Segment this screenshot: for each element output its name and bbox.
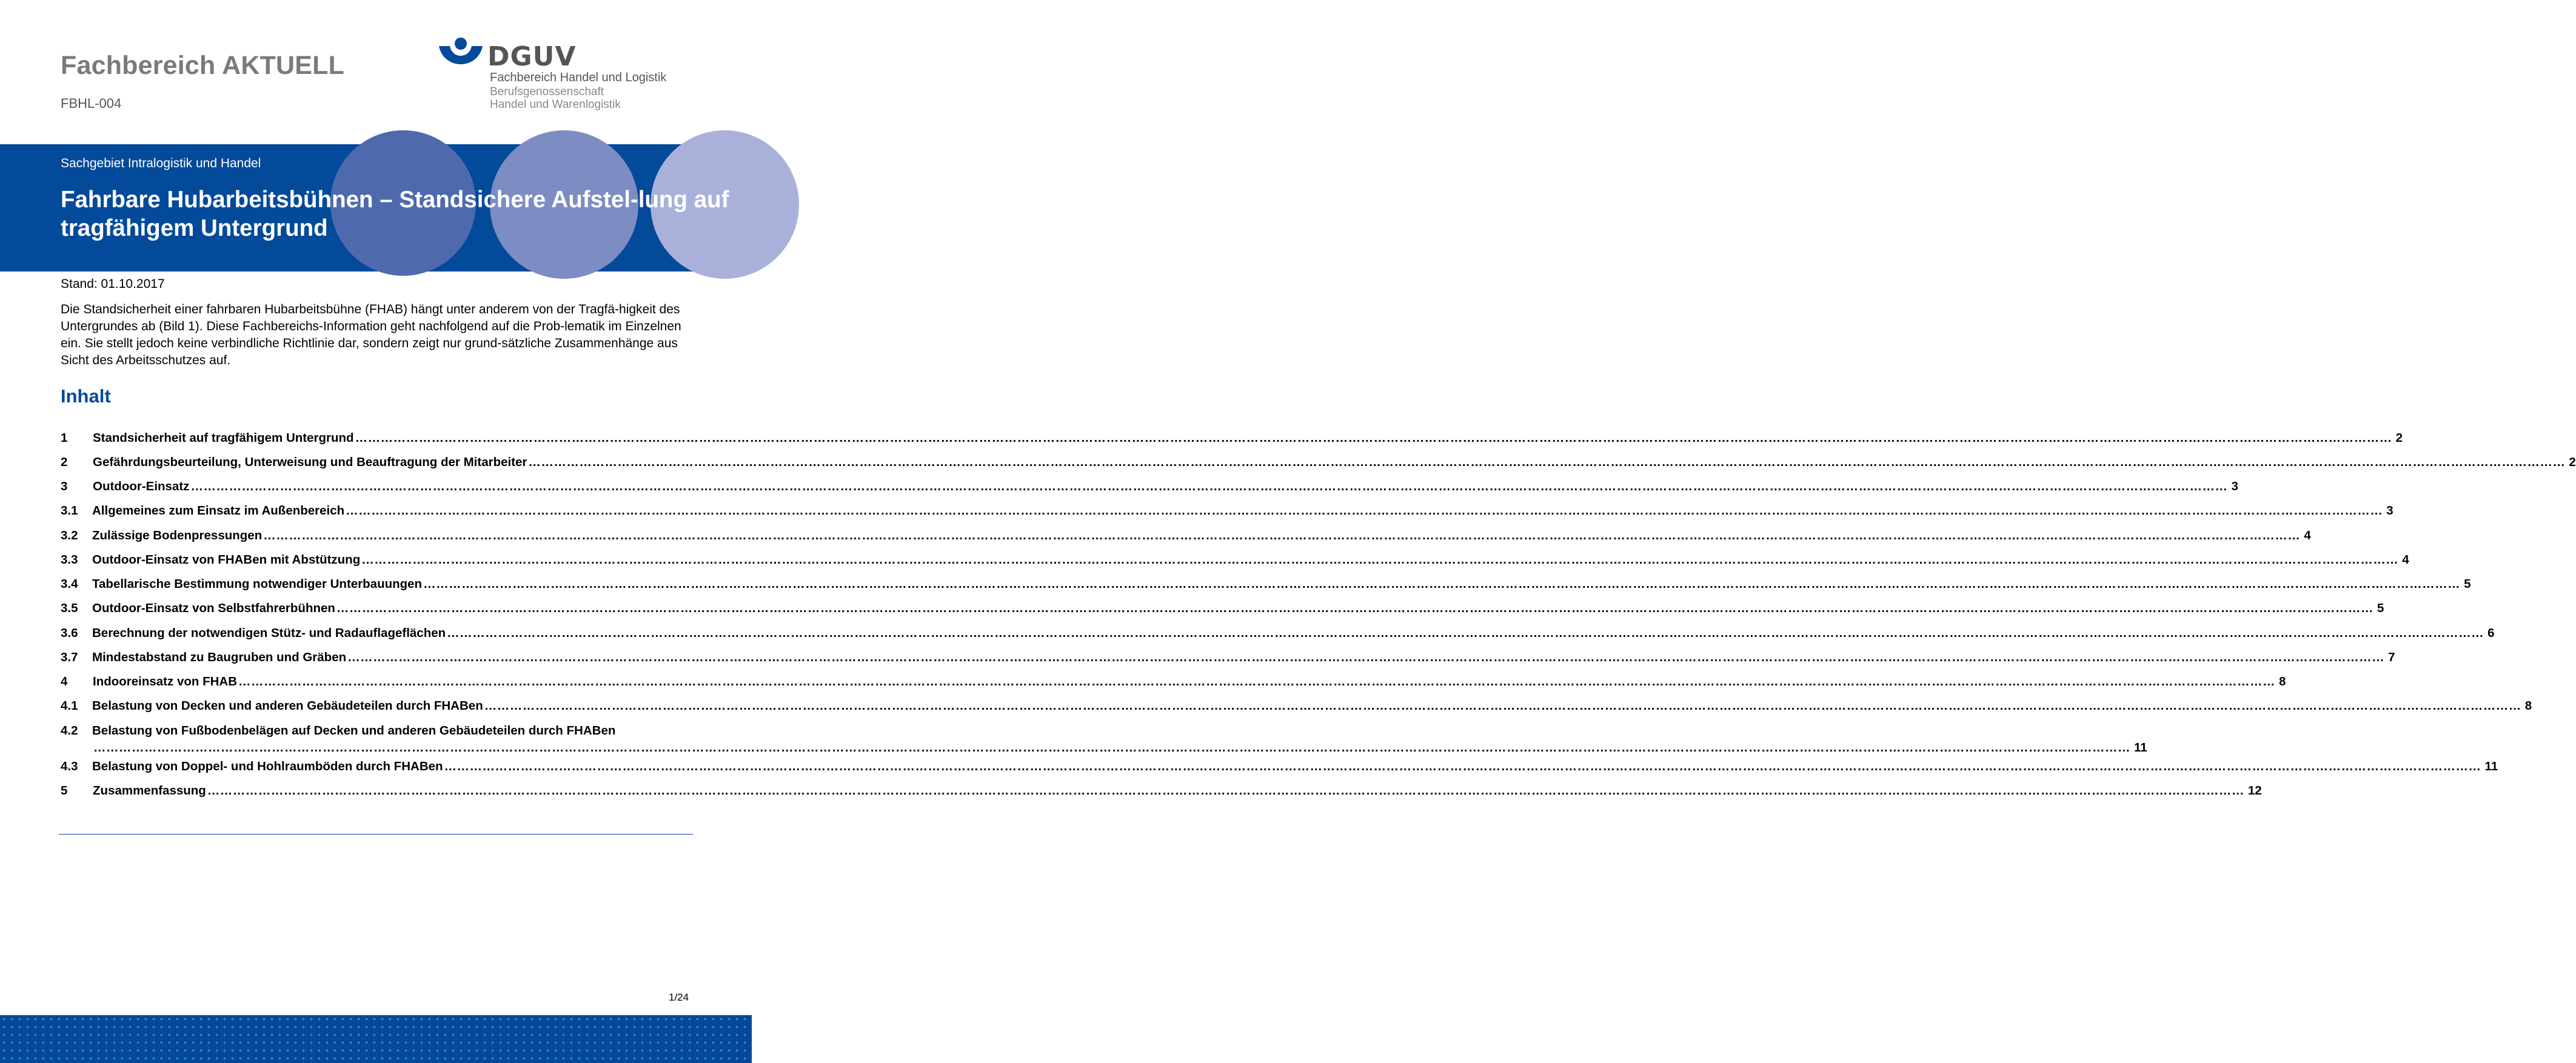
toc-entry-page: 5	[2464, 577, 2471, 591]
toc-entry-number: 3.6	[61, 626, 78, 640]
dguv-emblem-icon	[439, 38, 483, 67]
toc-entry-title: Gefährdungsbeurteilung, Unterweisung und Beauftragung der Mitarbeiter	[93, 455, 527, 469]
document-code: FBHL-004	[61, 96, 122, 111]
toc-leader-dots: …………………………………………………………………………………………………………………………………………………………………………………………………………………………………………………………………………………………………………………………………………………………………………………………………………………………………………	[484, 699, 2521, 713]
toc-leader-dots: …………………………………………………………………………………………………………………………………………………………………………………………………………………………………………………………………………………………………………………………………………………………………………………………………………………………………………	[263, 528, 2301, 542]
document-title: Fahrbare Hubarbeitsbühnen – Standsichere Aufstel-lung auf tragfähigem Untergrund	[61, 187, 729, 241]
toc-entry-number: 3.1	[61, 504, 78, 518]
subject-area: Sachgebiet Intralogistik und Handel	[61, 156, 261, 170]
toc-entry-page: 11	[2484, 759, 2498, 773]
toc-entry-title: Belastung von Doppel- und Hohlraumböden durch FHABen	[92, 759, 443, 773]
toc-leader-dots: …………………………………………………………………………………………………………………………………………………………………………………………………………………………………………………………………………………………………………………………………………………………………………………………………………………………………………	[528, 455, 2566, 469]
toc-leader-dots: …………………………………………………………………………………………………………………………………………………………………………………………………………………………………………………………………………………………………………………………………………………………………………………………………………………………………………	[347, 650, 2385, 664]
toc-leader-dots: …………………………………………………………………………………………………………………………………………………………………………………………………………………………………………………………………………………………………………………………………………………………………………………………………………………………………………	[423, 577, 2461, 591]
toc-entry-page: 6	[2487, 626, 2495, 640]
logo-department: Fachbereich Handel und Logistik	[490, 71, 667, 84]
toc-entry[interactable]	[61, 673, 2286, 691]
toc-entry-page: 2	[2569, 455, 2576, 469]
toc-entry-title: Mindestabstand zu Baugruben und Gräben	[92, 650, 347, 664]
toc-entry-number: 2	[61, 455, 68, 469]
toc-entry-page: 3	[2386, 504, 2394, 518]
dguv-logo	[439, 36, 669, 112]
toc-entry-number: 4.3	[61, 759, 78, 773]
toc-leader-dots: …………………………………………………………………………………………………………………………………………………………………………………………………………………………………………………………………………………………………………………………………………………………………………………………………………………………………………	[447, 626, 2484, 640]
toc-entry[interactable]	[61, 453, 2576, 472]
toc-entry-number: 4.1	[61, 699, 78, 713]
toc-entry[interactable]	[61, 527, 2311, 545]
toc-entry-title: Standsicherheit auf tragfähigem Untergrund	[93, 431, 354, 445]
toc-entry-page: 2	[2395, 431, 2403, 445]
toc-entry[interactable]	[61, 697, 2532, 715]
toc-entry-page: 4	[2402, 553, 2409, 567]
footer-band	[0, 1015, 752, 1063]
toc-entry-title: Outdoor-Einsatz von Selbstfahrerbühnen	[92, 601, 335, 615]
toc-entry[interactable]	[61, 551, 2409, 569]
toc-entry-title: Indooreinsatz von FHAB	[93, 675, 238, 688]
toc-entry-number: 3.5	[61, 601, 78, 615]
toc-entry-title: Zulässige Bodenpressungen	[92, 528, 263, 542]
toc-entry-title: Outdoor-Einsatz	[93, 479, 190, 493]
toc-entry-number: 1	[61, 431, 68, 445]
toc-entry-number: 4	[61, 675, 68, 688]
toc-leader-dots: …………………………………………………………………………………………………………………………………………………………………………………………………………………………………………………………………………………………………………………………………………………………………………………………………………………………………………	[361, 553, 2399, 567]
publication-series-title: Fachbereich AKTUELL	[61, 51, 345, 80]
logo-organisation: Berufsgenossenschaft	[490, 85, 604, 98]
toc-entry-number: 5	[61, 784, 68, 798]
page-number: 1/24	[669, 991, 689, 1003]
toc-entry-page: 12	[2247, 784, 2262, 798]
toc-entry-page: 5	[2377, 601, 2384, 615]
toc-leader-dots: …………………………………………………………………………………………………………………………………………………………………………………………………………………………………………………………………………………………………………………………………………………………………………………………………………………………………………	[355, 431, 2392, 445]
toc-leader-dots: …………………………………………………………………………………………………………………………………………………………………………………………………………………………………………………………………………………………………………………………………………………………………………………………………………………………………………	[93, 741, 2130, 755]
toc-entry[interactable]	[61, 478, 2238, 496]
toc-entry-number: 3.4	[61, 577, 78, 591]
toc-entry-number: 3.7	[61, 650, 78, 664]
toc-leader-dots: …………………………………………………………………………………………………………………………………………………………………………………………………………………………………………………………………………………………………………………………………………………………………………………………………………………………………………	[444, 759, 2481, 773]
toc-entry[interactable]	[61, 429, 2403, 447]
toc-entry-title: Tabellarische Bestimmung notwendiger Unterbauungen	[92, 577, 423, 591]
toc-entry[interactable]	[61, 648, 2395, 667]
toc-entry[interactable]	[61, 599, 2384, 618]
toc-entry-number: 4.2	[61, 724, 78, 738]
toc-leader-dots: …………………………………………………………………………………………………………………………………………………………………………………………………………………………………………………………………………………………………………………………………………………………………………………………………………………………………………	[190, 479, 2228, 493]
toc-leader-dots: …………………………………………………………………………………………………………………………………………………………………………………………………………………………………………………………………………………………………………………………………………………………………………………………………………………………………………	[336, 601, 2374, 615]
toc-leader-dots: …………………………………………………………………………………………………………………………………………………………………………………………………………………………………………………………………………………………………………………………………………………………………………………………………………………………………………	[346, 504, 2383, 518]
toc-entry[interactable]	[61, 758, 2498, 776]
toc-entry-title: Outdoor-Einsatz von FHABen mit Abstützung	[92, 553, 361, 567]
toc-entry-page: 7	[2388, 650, 2395, 664]
toc-entry-title: Zusammenfassung	[93, 784, 206, 798]
logo-organisation-sub: Handel und Warenlogistik	[490, 98, 621, 111]
toc-entry-page: 3	[2231, 479, 2238, 493]
divider	[59, 834, 693, 835]
toc-entry-title: Belastung von Fußbodenbelägen auf Decken und anderen Gebäudeteilen durch FHABen	[92, 724, 616, 738]
toc-entry-title: Allgemeines zum Einsatz im Außenbereich	[92, 504, 345, 518]
title-banner	[0, 144, 752, 272]
toc-entry[interactable]	[61, 502, 2394, 520]
toc-heading: Inhalt	[61, 385, 111, 407]
toc-entry[interactable]	[61, 782, 2262, 800]
toc-entry-page: 8	[2524, 699, 2532, 713]
toc-entry-page: 11	[2134, 741, 2147, 755]
toc-leader-dots: …………………………………………………………………………………………………………………………………………………………………………………………………………………………………………………………………………………………………………………………………………………………………………………………………………………………………………	[238, 675, 2276, 688]
logo-wordmark: DGUV	[487, 41, 577, 72]
toc-entry-title: Belastung von Decken und anderen Gebäudeteilen durch FHABen	[92, 699, 483, 713]
toc-leader-dots: …………………………………………………………………………………………………………………………………………………………………………………………………………………………………………………………………………………………………………………………………………………………………………………………………………………………………………	[207, 784, 2244, 798]
toc-entry-number: 3	[61, 479, 68, 493]
toc-entry[interactable]	[61, 722, 2147, 758]
revision-date: Stand: 01.10.2017	[61, 277, 165, 291]
toc-entry-number: 3.3	[61, 553, 78, 567]
toc-entry[interactable]	[61, 575, 2471, 593]
toc-entry-page: 8	[2279, 675, 2286, 688]
toc-entry[interactable]	[61, 624, 2495, 642]
toc-entry-page: 4	[2304, 528, 2311, 542]
toc-entry-number: 3.2	[61, 528, 78, 542]
intro-paragraph: Die Standsicherheit einer fahrbaren Hubarbeitsbühne (FHAB) hängt unter anderem von der Tragfä-higkeit des Untergrundes ab (Bild 1). Diese Fachbereichs-Information geht nachfolgend auf die Prob-lematik im Einzelnen ein. Sie stellt jedoch keine verbindliche Richtlinie dar, sondern zeigt nur grund-sätzliche Zusammenhänge aus Sicht des Arbeitsschutzes auf.	[61, 302, 681, 367]
toc-entry-title: Berechnung der notwendigen Stütz- und Radauflageflächen	[92, 626, 446, 640]
